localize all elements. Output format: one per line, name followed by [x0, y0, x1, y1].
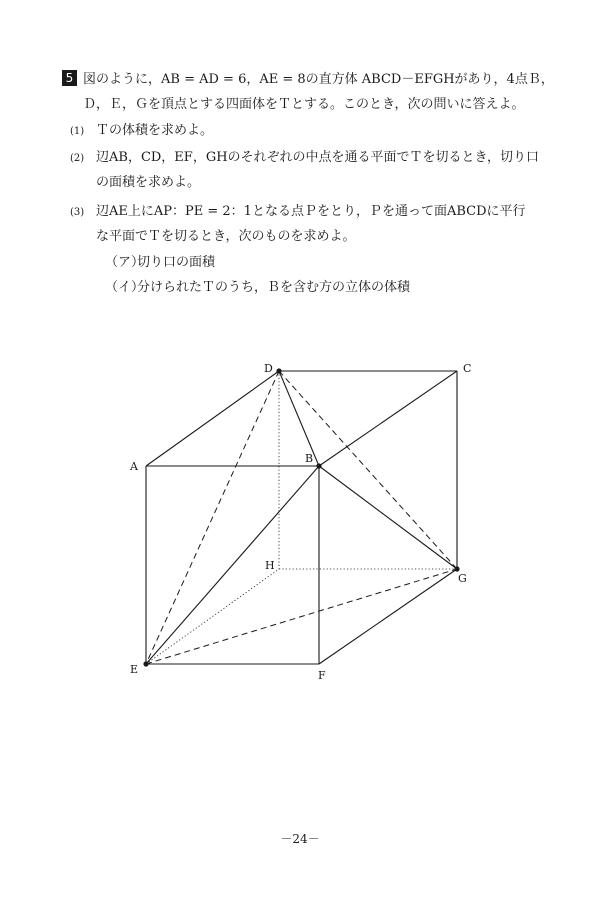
tetra-edge-EG	[146, 569, 457, 664]
vertex-label-G: G	[458, 572, 467, 585]
question-3-number: (3)	[70, 207, 85, 218]
edge-BC	[319, 371, 457, 466]
question-2-text-1: 辺AB，CD，EF，GHのそれぞれの中点を通る平面でＴを切るとき，切り口	[96, 150, 540, 165]
sub-question-a-text: 切り口の面積	[137, 255, 216, 270]
problem-intro-line2: Ｄ，Ｅ，Ｇを頂点とする四面体をＴとする。このとき，次の問いに答えよ。	[83, 97, 525, 112]
question-3-text-1: 辺AE上にAP：PE = 2：1となる点Ｐをとり，Ｐを通って面ABCDに平行	[96, 204, 526, 219]
vertex-dot-D	[276, 368, 281, 373]
sub-question-a-label: （ア）	[105, 255, 145, 270]
tetra-edge-EB	[146, 466, 319, 664]
question-1-text: Ｔの体積を求めよ。	[96, 123, 214, 138]
vertex-label-B: B	[305, 452, 314, 465]
question-2-line2: の面積を求めよ。	[96, 175, 201, 190]
hidden-edge-EH	[146, 569, 279, 664]
tetra-edge-BG	[319, 466, 457, 569]
sub-question-b-text: 分けられたＴのうち，Ｂを含む方の立体の体積	[137, 280, 411, 295]
problem-number-badge: 5	[62, 70, 77, 86]
problem-intro-text-1: 図のように，AB = AD = 6，AE = 8の直方体 ABCD－EFGHがあり，4点Ｂ，	[83, 72, 554, 87]
tetra-edge-DE	[146, 371, 279, 664]
question-2-number: (2)	[70, 153, 85, 164]
page-number: －24－	[280, 832, 320, 846]
vertex-label-H: H	[265, 559, 275, 572]
edge-AD	[146, 371, 279, 466]
vertex-label-C: C	[463, 362, 472, 375]
vertex-dots	[143, 368, 459, 666]
tetra-edge-DG	[279, 371, 457, 569]
sub-question-b-label: （イ）	[105, 280, 145, 295]
vertex-label-D: D	[264, 362, 273, 375]
vertex-dot-E	[143, 661, 148, 666]
vertex-dot-B	[316, 463, 321, 468]
question-3-line2: な平面でＴを切るとき，次のものを求めよ。	[96, 229, 356, 244]
vertex-label-A: A	[130, 460, 138, 473]
vertex-label-F: F	[318, 669, 326, 682]
question-1-number: (1)	[70, 126, 85, 137]
figure-lines	[146, 371, 457, 664]
vertex-dot-G	[454, 566, 459, 571]
vertex-label-E: E	[130, 663, 139, 676]
edge-FG	[319, 569, 457, 664]
